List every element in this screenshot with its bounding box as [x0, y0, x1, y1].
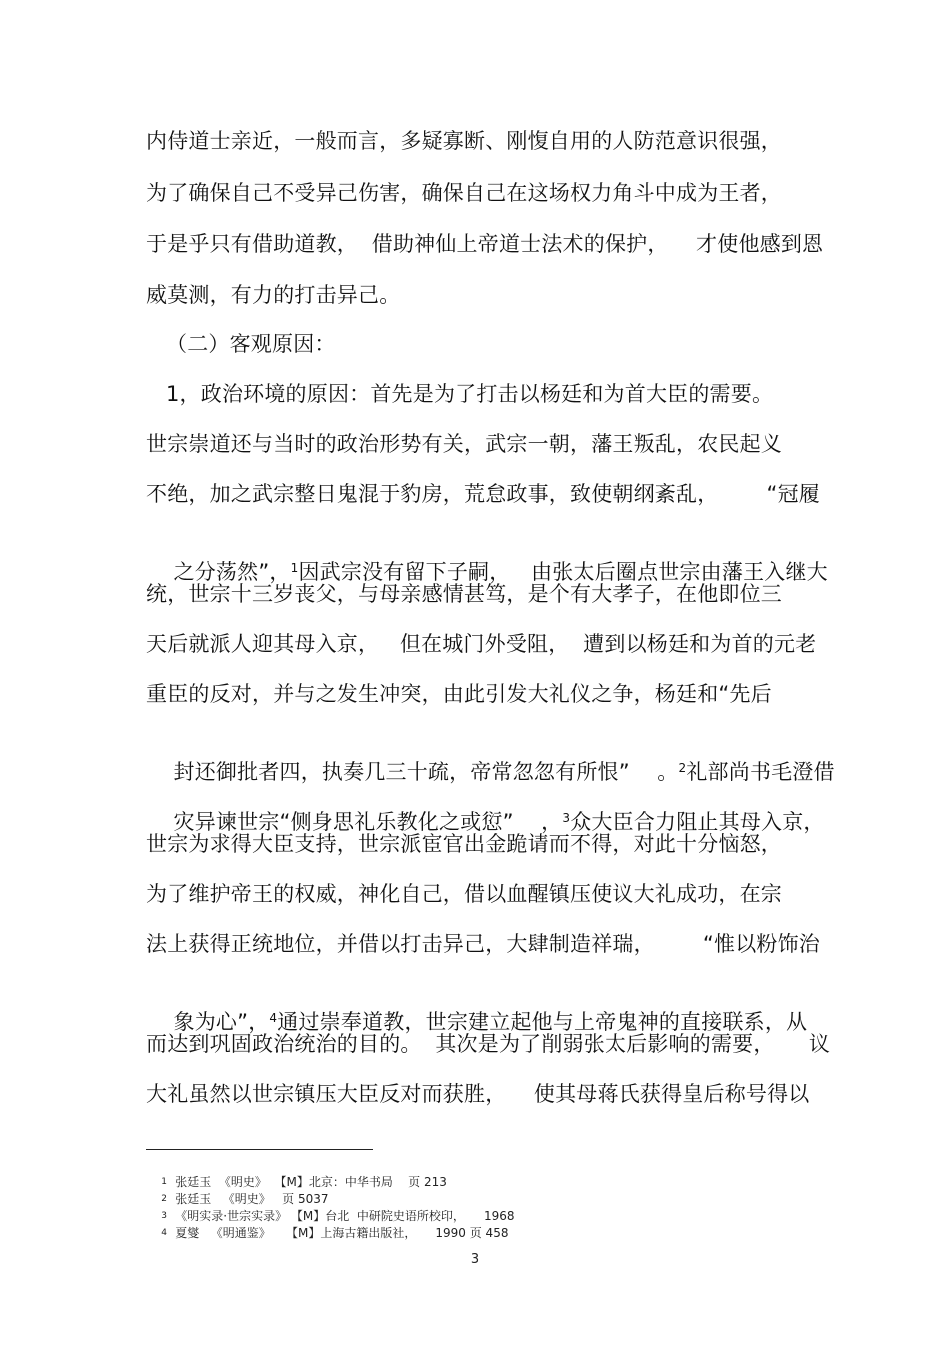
body-text: 礼部尚书毛澄借 [686, 760, 835, 784]
body-line: 为了维护帝王的权威，神化自己，借以血醒镇压使议大礼成功，在宗 [146, 882, 782, 906]
body-text: 灾异谏世宗“侧身思礼乐教化之或愆” ， [173, 810, 563, 834]
body-text: 之分荡然”， [173, 560, 291, 584]
footnote-marker: 4 [269, 1011, 278, 1025]
body-line: 重臣的反对，并与之发生冲突，由此引发大礼仪之争，杨廷和“先后 [146, 682, 772, 706]
footnote-text: 夏燮 《明通鉴》 【M】上海古籍出版社， 1990 页 458 [175, 1226, 509, 1240]
footnote-marker: 1 [290, 561, 299, 575]
footnote-mark: 3 [161, 1211, 167, 1221]
body-line: 天后就派人迎其母入京， 但在城门外受阻， 遭到以杨廷和为首的元老 [146, 632, 817, 656]
body-line: 大礼虽然以世宗镇压大臣反对而获胜， 使其母蒋氏获得皇后称号得以 [146, 1082, 810, 1106]
body-line: 统，世宗十三岁丧父，与母亲感情甚笃，是个有大孝子，在他即位三 [146, 582, 782, 606]
section-heading: （二）客观原因： [166, 332, 336, 356]
body-line: 威莫测，有力的打击异己。 [146, 283, 401, 307]
footnote-mark: 1 [161, 1177, 167, 1187]
body-line: 世宗为求得大臣支持，世宗派宦官出金跪请而不得，对此十分恼怒， [146, 832, 782, 856]
body-line: 为了确保自己不受异己伤害，确保自己在这场权力角斗中成为王者， [146, 181, 782, 205]
body-text: 通过崇奉道教，世宗建立起他与上帝鬼神的直接联系，从 [277, 1010, 808, 1034]
footnote-text: 张廷玉 《明史》 【M】北京：中华书局 页 213 [175, 1175, 447, 1189]
body-text: 封还御批者四，执奏几三十疏，帝常忽忽有所恨” 。 [173, 760, 679, 784]
page-number: 3 [470, 1252, 480, 1267]
body-line: 法上获得正统地位，并借以打击异己，大肆制造祥瑞， “惟以粉饰治 [146, 932, 821, 956]
body-text: 众大臣合力阻止其母入京， [570, 810, 825, 834]
footnote-marker: 2 [678, 761, 687, 775]
body-line: 内侍道士亲近，一般而言，多疑寡断、刚愎自用的人防范意识很强， [146, 129, 782, 153]
body-line: 而达到巩固政治统治的目的。 其次是为了削弱张太后影响的需要， 议 [146, 1032, 831, 1056]
body-line: 世宗崇道还与当时的政治形势有关，武宗一朝，藩王叛乱，农民起义 [146, 432, 782, 456]
subsection-heading: 1，政治环境的原因：首先是为了打击以杨廷和为首大臣的需要。 [166, 382, 774, 406]
body-line: 不绝，加之武宗整日鬼混于豹房，荒怠政事，致使朝纲紊乱， “冠履 [146, 482, 821, 506]
footnote-marker: 3 [562, 811, 571, 825]
body-line: 于是乎只有借助道教， 借助神仙上帝道士法术的保护， 才使他感到恩 [146, 232, 824, 256]
footnote-divider [146, 1149, 373, 1150]
body-text: 象为心”， [173, 1010, 270, 1034]
footnote [146, 1211, 508, 1256]
footnote-text: 《明实录·世宗实录》 【M】台北 中研院史语所校印， 1968 [175, 1209, 515, 1223]
footnote-mark: 2 [161, 1194, 167, 1204]
footnote-mark: 4 [161, 1228, 167, 1238]
footnote-text: 张廷玉 《明史》 页 5037 [175, 1192, 329, 1206]
body-text: 因武宗没有留下子嗣， 由张太后圈点世宗由藩王入继大 [298, 560, 828, 584]
